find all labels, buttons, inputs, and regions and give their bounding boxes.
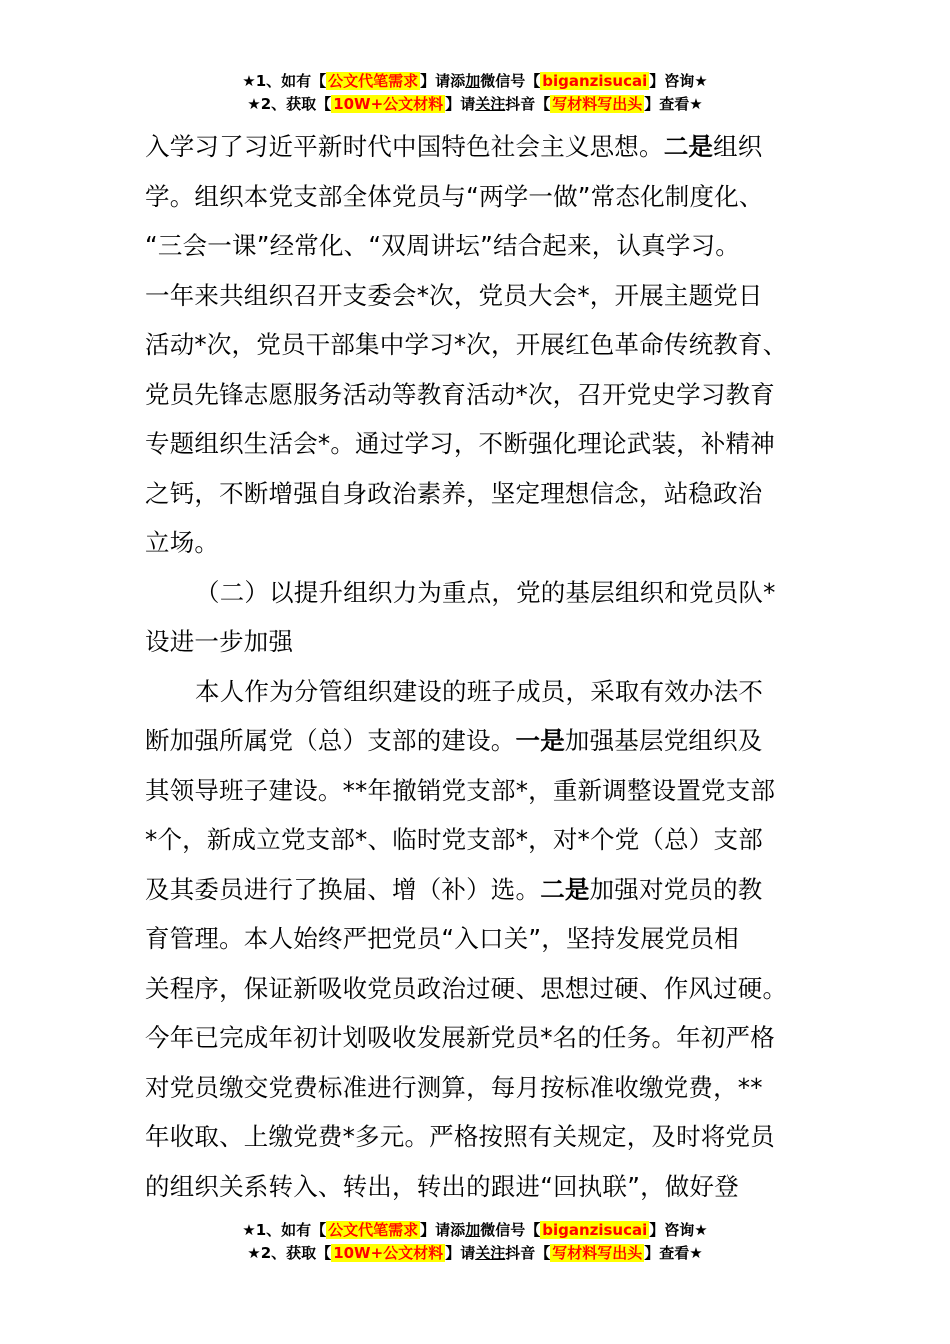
banner-underline: 关注 xyxy=(475,1244,506,1262)
body-line: 党员先锋志愿服务活动等教育活动*次，召开党史学习教育 xyxy=(145,379,775,409)
top-banner-line-1 xyxy=(0,70,950,92)
body-line: 立场。 xyxy=(145,528,220,557)
body-line: 关程序，保证新吸收党员政治过硬、思想过硬、作风过硬。 xyxy=(145,973,788,1003)
banner-text: 】请 xyxy=(445,95,476,113)
banner-text: 】查看★ xyxy=(644,1244,703,1262)
body-line: “三会一课”经常化、“双周讲坛”结合起来，认真学习。 xyxy=(145,231,740,260)
banner-text: ★1、如有【 xyxy=(242,1221,327,1239)
banner-text: 】咨询★ xyxy=(649,72,708,90)
section-heading-cont: 设进一步加强 xyxy=(145,627,294,656)
banner-highlight: 写材料写出头 xyxy=(552,1244,643,1262)
banner-text: 】查看★ xyxy=(644,95,703,113)
banner-text: 微信号【 xyxy=(480,1221,541,1239)
section-heading: （二）以提升组织力为重点，党的基层组织和党员队* xyxy=(195,577,776,607)
banner-text: 】请添 xyxy=(420,72,466,90)
banner-text: 抖音【 xyxy=(505,95,551,113)
banner-underline: 加 xyxy=(465,1221,481,1239)
body-line: *个，新成立党支部*、临时党支部*，对*个党（总）支部 xyxy=(145,825,763,854)
body-line: 断加强所属党（总）支部的建设。一是加强基层党组织及 xyxy=(145,726,763,755)
banner-text: 】咨询★ xyxy=(649,1221,708,1239)
bottom-banner-line-1 xyxy=(0,1219,950,1241)
banner-highlight: 10W+公文材料 xyxy=(333,95,444,113)
banner-text: 】请 xyxy=(445,1244,476,1262)
banner-text: 微信号【 xyxy=(480,72,541,90)
banner-text: ★2、获取【 xyxy=(247,1244,332,1262)
banner-highlight: 10W+公文材料 xyxy=(333,1244,444,1262)
body-line: 育管理。本人始终严把党员“入口关”，坚持发展党员相 xyxy=(145,924,739,953)
body-line: 其领导班子建设。**年撤销党支部*，重新调整设置党支部 xyxy=(145,775,776,805)
banner-highlight: 公文代笔需求 xyxy=(328,1221,419,1239)
body-line: 本人作为分管组织建设的班子成员，采取有效办法不 xyxy=(195,676,764,706)
top-banner-line-2 xyxy=(0,93,950,115)
body-line: 对党员缴交党费标准进行测算，每月按标准收缴党费，** xyxy=(145,1072,763,1102)
body-line: 今年已完成年初计划吸收发展新党员*名的任务。年初严格 xyxy=(145,1023,775,1052)
banner-underline: 关注 xyxy=(475,95,506,113)
body-line: 的组织关系转入、转出，转出的跟进“回执联”，做好登 xyxy=(145,1171,739,1201)
bottom-banner-line-2 xyxy=(0,1242,950,1264)
banner-highlight: biganzisucai xyxy=(542,1221,648,1239)
body-line: 学。组织本党支部全体党员与“两学一做”常态化制度化、 xyxy=(145,181,764,211)
banner-text: ★2、获取【 xyxy=(247,95,332,113)
body-line: 一年来共组织召开支委会*次，党员大会*，开展主题党日 xyxy=(145,280,763,310)
banner-underline: 加 xyxy=(465,72,481,90)
body-line: 入学习了习近平新时代中国特色社会主义思想。二是组织 xyxy=(145,132,763,161)
banner-text: 抖音【 xyxy=(505,1244,551,1262)
body-line: 年收取、上缴党费*多元。严格按照有关规定，及时将党员 xyxy=(145,1122,775,1151)
banner-highlight: 写材料写出头 xyxy=(552,95,643,113)
body-line: 之钙，不断增强自身政治素养，坚定理想信念，站稳政治 xyxy=(145,478,763,508)
body-line: 及其委员进行了换届、增（补）选。二是加强对党员的教 xyxy=(145,874,763,904)
banner-highlight: biganzisucai xyxy=(542,72,648,90)
body-line: 专题组织生活会*。通过学习，不断强化理论武装，补精神 xyxy=(145,429,775,458)
banner-text: 】请添 xyxy=(420,1221,466,1239)
body-line: 活动*次，党员干部集中学习*次，开展红色革命传统教育、 xyxy=(145,330,788,359)
banner-text: ★1、如有【 xyxy=(242,72,327,90)
document-body xyxy=(145,122,800,1211)
banner-highlight: 公文代笔需求 xyxy=(328,72,419,90)
